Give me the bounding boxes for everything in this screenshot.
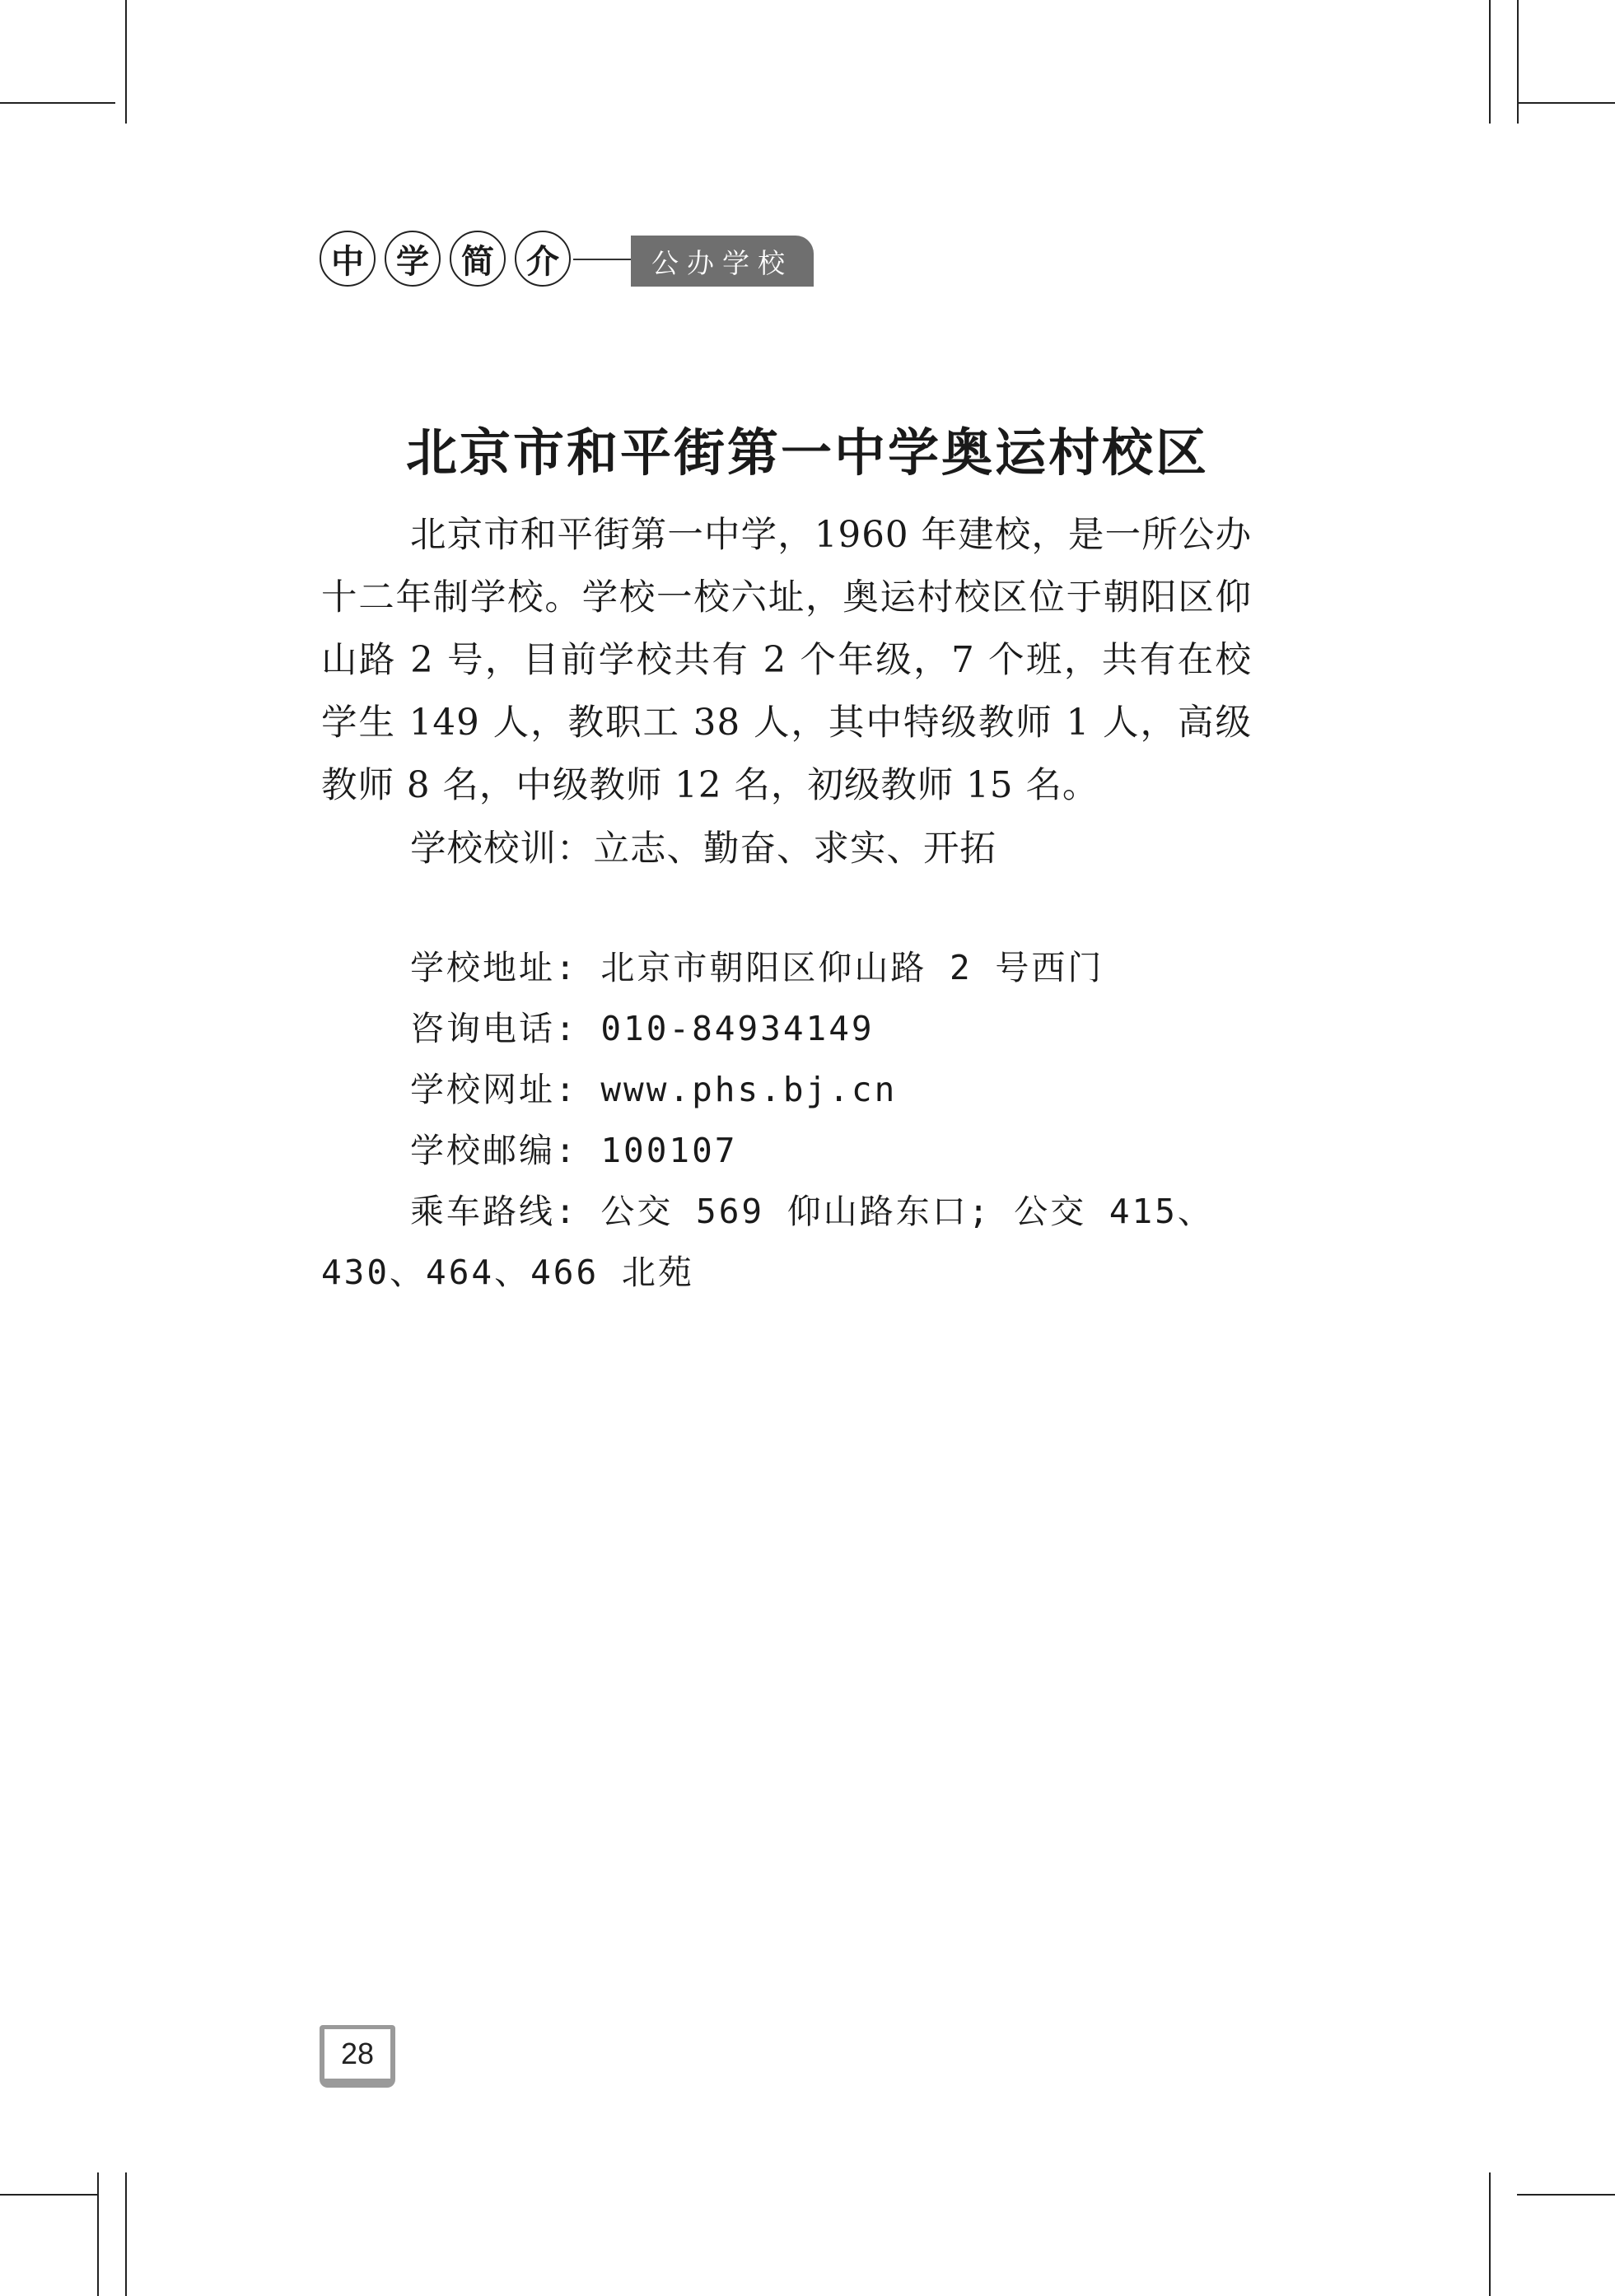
section-tag: 公办学校 — [631, 236, 814, 287]
series-title — [320, 231, 571, 287]
consult-phone: 咨询电话: 010-84934149 — [410, 1009, 875, 1048]
crop-mark — [1489, 2172, 1491, 2296]
school-website: 学校网址: www.phs.bj.cn — [410, 1070, 898, 1109]
intro-paragraph: 北京市和平街第一中学，1960 年建校，是一所公办十二年制学校。学校一校六址，奥运村校区位于朝阳区仰山路 2 号，目前学校共有 2 个年级，7 个班，共有在校学生 149 人，教职工 38 人，其中特级教师 1 人，高级教师 8 名，中级教师 12 名，初级教师 15 名。 — [321, 515, 1252, 806]
crop-mark — [1517, 102, 1615, 104]
page-number: 28 — [324, 2029, 390, 2079]
crop-mark — [0, 102, 115, 104]
crop-mark — [1517, 2194, 1615, 2196]
crop-mark — [1489, 0, 1491, 124]
crop-mark — [0, 2194, 97, 2196]
section-header — [320, 231, 814, 296]
crop-mark — [125, 2172, 127, 2296]
page-number-badge — [320, 2025, 395, 2088]
crop-mark — [1517, 0, 1519, 124]
series-char: 简 — [450, 231, 506, 287]
school-postcode: 学校邮编: 100107 — [410, 1131, 738, 1170]
crop-mark — [125, 0, 127, 124]
series-char: 学 — [385, 231, 441, 287]
school-address: 学校地址: 北京市朝阳区仰山路 2 号西门 — [410, 948, 1104, 987]
school-motto: 学校校训：立志、勤奋、求实、开拓 — [410, 828, 997, 870]
bus-routes: 乘车路线: 公交 569 仰山路东口; 公交 415、430、464、466 北苑 — [321, 1192, 1214, 1292]
page-title: 北京市和平街第一中学奥运村校区 — [405, 422, 1209, 483]
header-connector-line — [573, 259, 632, 260]
series-char: 介 — [515, 231, 571, 287]
crop-mark — [97, 2172, 99, 2296]
contact-info — [321, 937, 1260, 1303]
series-char: 中 — [320, 231, 376, 287]
